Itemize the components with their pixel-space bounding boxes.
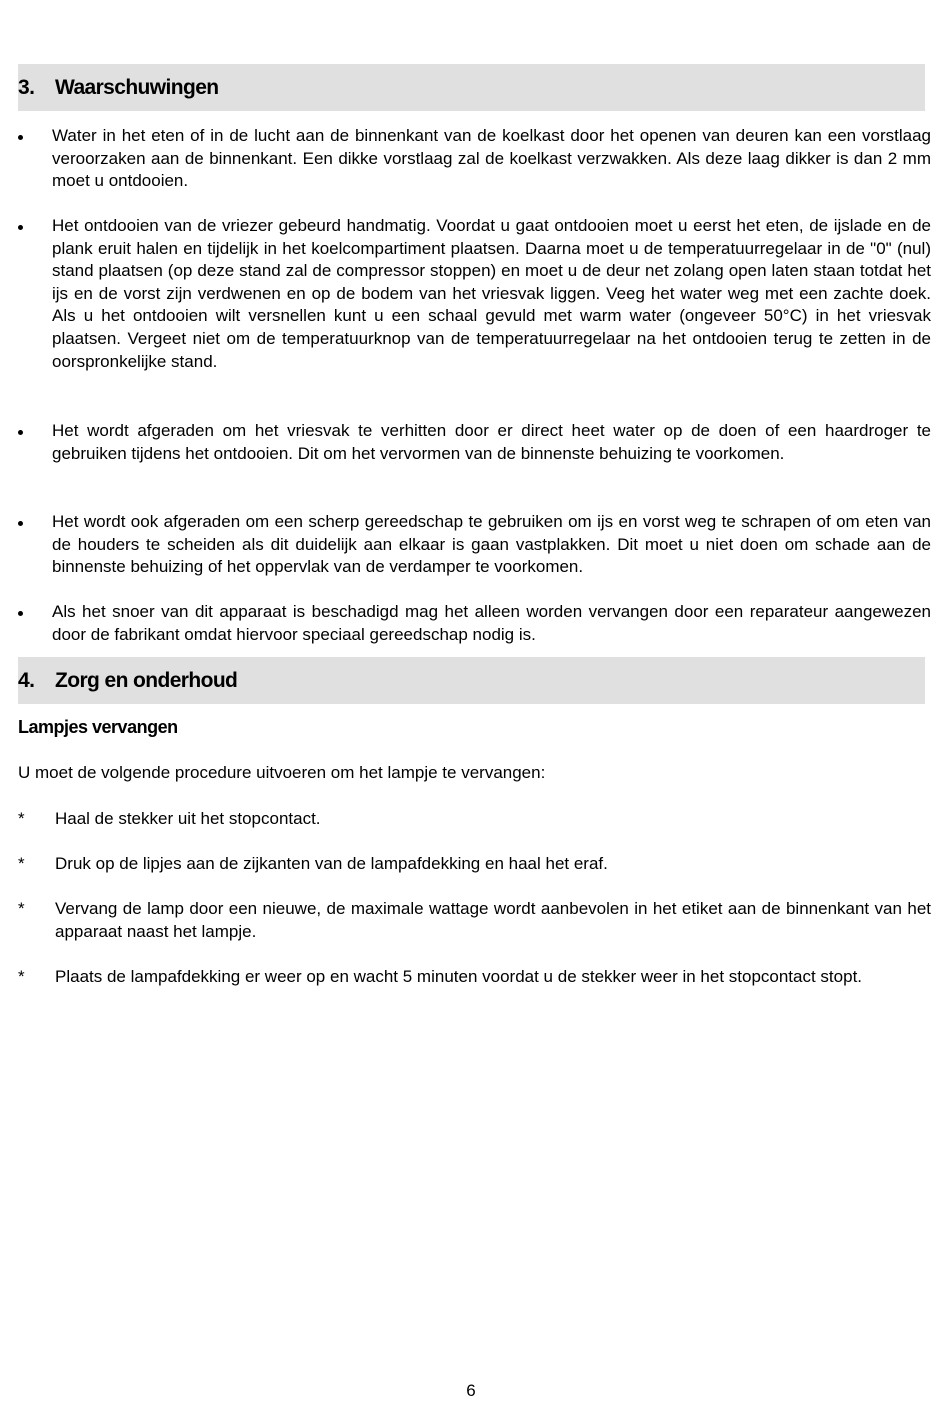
bullet-dot-icon [18,521,23,526]
warning-text-2: Het ontdooien van de vriezer gebeurd handmatig. Voordat u gaat ontdooien moet u eerst het eten, de ijslade en de plank eruit halen en tijdelijk in het koelcompartiment plaatsen. Daarna moet u de temperatuurregelaar in de "0" (nul) stand plaatsen (op deze stand zal de compressor stoppen) en moet u de deur net zolang open laten staan totdat het ijs en de vorst zijn verdwenen en op de bodem van het vriesvak liggen. Veeg het water weg met een zachte doek. Als u het ontdooien wilt versnellen kunt u een schaal gevuld met warm water (ongeveer 50°C) in het vriesvak plaatsen. Vergeet niet om de temperatuurknop van de temperatuurregelaar na het ontdooien terug te zetten in de oorspronkelijke stand. [52,216,931,371]
section-3-number: 3. [18,76,35,99]
step-text-3: Vervang de lamp door een nieuwe, de maximale wattage wordt aanbevolen in het etiket aan de binnenkant van het apparaat naast het lampje. [55,899,931,941]
procedure-intro: U moet de volgende procedure uitvoeren om het lampje te vervangen: [18,763,546,782]
subheading-lamp-replace: Lampjes vervangen [18,717,178,737]
step-text-2: Druk op de lipjes aan de zijkanten van de lampafdekking en haal het eraf. [55,854,608,873]
step-text-4: Plaats de lampafdekking er weer op en wacht 5 minuten voordat u de stekker weer in het stopcontact stopt. [55,967,863,986]
step-marker: * [18,899,25,918]
bullet-dot-icon [18,430,23,435]
warning-text-3: Het wordt afgeraden om het vriesvak te verhitten door er direct heet water op de doen of een haardroger te gebruiken tijdens het ontdooien. Dit om het vervormen van de binnenste behuizing te voorkomen. [52,421,931,463]
warning-text-1: Water in het eten of in de lucht aan de binnenkant van de koelkast door het openen van deuren kan een vorstlaag veroorzaken aan de binnenkant. Een dikke vorstlaag zal de koelkast verzwakken. Als deze laag dikker is dan 2 mm moet u ontdooien. [52,126,931,191]
section-4-title: Zorg en onderhoud [55,669,238,692]
bullet-dot-icon [18,225,23,230]
section-3-title: Waarschuwingen [55,76,219,99]
step-marker: * [18,854,25,873]
section-4-number: 4. [18,669,35,692]
step-marker: * [18,809,25,828]
bullet-dot-icon [18,611,23,616]
step-text-1: Haal de stekker uit het stopcontact. [55,809,321,828]
section-4-header [18,657,925,704]
bullet-dot-icon [18,135,23,140]
warning-text-5: Als het snoer van dit apparaat is beschadigd mag het alleen worden vervangen door een reparateur aangewezen door de fabrikant omdat hiervoor speciaal gereedschap nodig is. [52,602,931,644]
step-marker: * [18,967,25,986]
page-number: 6 [466,1381,476,1400]
section-3-header [18,64,925,111]
warning-text-4: Het wordt ook afgeraden om een scherp gereedschap te gebruiken om ijs en vorst weg te schrapen of om eten van de houders te scheiden als dit duidelijk aan elkaar is gaan vastplakken. Dit moet u niet doen om schade aan de binnenste behuizing of het oppervlak van de verdamper te voorkomen. [52,512,931,577]
